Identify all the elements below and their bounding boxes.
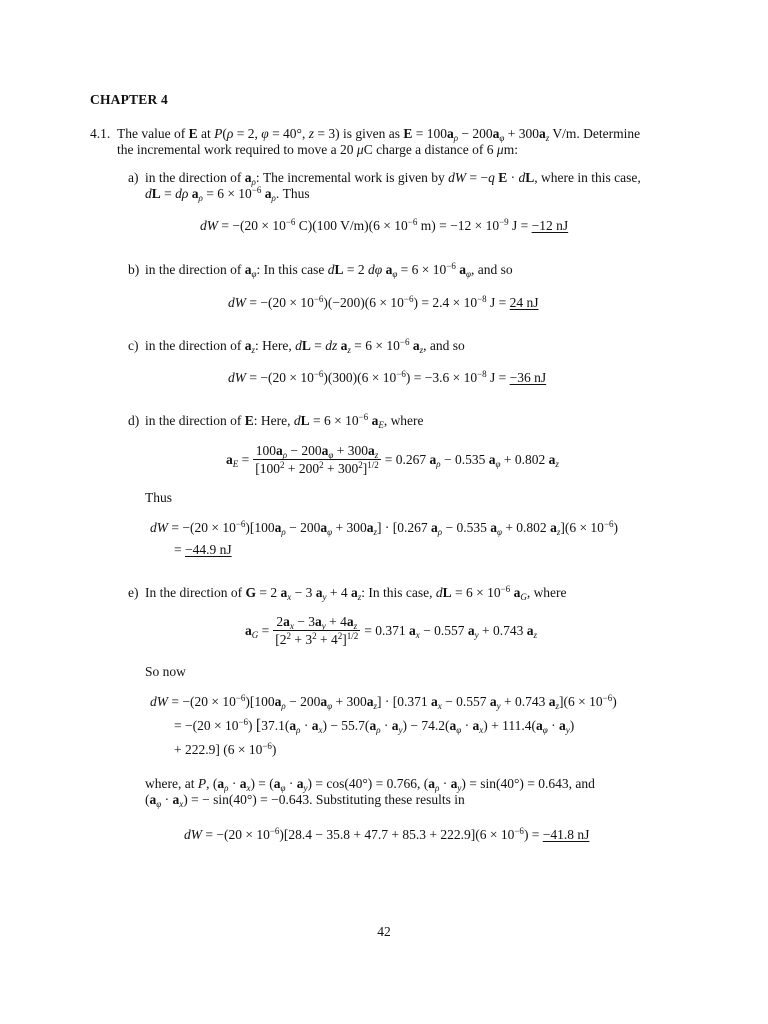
part-e-substitution-text xyxy=(145,776,677,808)
part-e-so-now: So now xyxy=(145,664,186,679)
part-e-final-equation: dW = $-(20 \times 10^{-6})[28.4 - 35.8 + 47.7 + 85.3 + 222.9](6 \times 10^{-6}) = -41.8$ nJ xyxy=(184,826,590,842)
part-a-label: a) xyxy=(128,170,139,185)
part-e-label: e) xyxy=(128,585,139,600)
part-e-where-line-1: where, at P, $(a_\rho \cdot a_x) = (a_\varphi \cdot a_y) = \cos(40^\circ) = 0.766$, $(a_\rho \cdot a_y) = \sin(40^\circ) = 0.643$, and xyxy=(145,776,595,793)
part-d-fraction-rhs: = 0.267 $a_\rho - 0.535$ $a_\varphi + 0.802$ $a_z$ xyxy=(384,451,559,469)
part-b-answer: 24 nJ xyxy=(509,295,539,310)
part-e-line-1: In the direction of G = 2 $a_x - 3$ $a_y + 4$ $a_z$: In this case, dL = $6 \times 10^{-6}$ $a_G$, where xyxy=(145,584,567,602)
problem-statement xyxy=(90,126,690,158)
part-d-thus: Thus xyxy=(145,490,172,505)
part-d-equals: = xyxy=(174,542,182,557)
part-e-where-line-2: $(a_\varphi \cdot a_x)$ = − sin(40°) = −0.643. Substituting these results in xyxy=(145,792,465,809)
part-a-line-2: dL = dρ $a_\rho = 6 \times 10^{-6}$ $a_\rho$. Thus xyxy=(145,185,310,203)
part-d-fraction-numerator: $100a_\rho - 200a_\varphi + 300a_z$ xyxy=(253,443,381,460)
part-a-answer: −12 nJ xyxy=(531,218,569,233)
part-e-work-equation-line-3: + 222.9] $(6 \times 10^{-6})$ xyxy=(174,741,277,757)
part-a-equation: dW = $-(20 \times 10^{-6}$ C)(100 $V/m)(6 \times 10^{-6}$ $m) = -12 \times 10^{-9}$ J = −12 nJ xyxy=(200,217,569,233)
part-e xyxy=(128,585,688,601)
part-c xyxy=(128,338,688,354)
chapter-heading: CHAPTER 4 xyxy=(90,92,168,107)
part-e-fraction-rhs: = 0.371 $a_x - 0.557$ $a_y + 0.743$ $a_z$ xyxy=(364,622,538,640)
part-a xyxy=(128,170,688,202)
part-e-fraction-denominator: $[2^2 + 3^2 + 4^2]^{1/2}$ xyxy=(275,631,359,647)
part-d-fraction xyxy=(253,443,381,476)
page-number: 42 xyxy=(377,924,391,939)
part-d-label: d) xyxy=(128,413,140,428)
part-e-fraction-numerator: $2a_x - 3a_y + 4a_z$ xyxy=(273,614,360,631)
part-e-work-equation-line-2: = $-(20 \times 10^{-6})$ [$37.1(a_\rho \cdot a_x) - 55.7(a_\rho \cdot a_y) - 74.2(a_\varphi \cdot a_x) + 111.4(a_\varphi \cdot a_y)$ xyxy=(174,717,575,735)
part-b-line-1: in the direction of $a_\varphi$: In this case dL = 2 dφ $a_\varphi = 6 \times 10^{-6}$ $a_\varphi$, and so xyxy=(145,261,513,279)
part-e-work-equation-line-1: dW = $-(20 \times 10^{-6})[100a_\rho - 200a_\varphi + 300a_z] \cdot [0.371$ $a_x - 0.557$ $a_y + 0.743$ $a_z](6 \times 10^{-6})$ xyxy=(150,693,617,711)
part-b-equation: dW = $-(20 \times 10^{-6})(-200)(6 \times 10^{-6}) = 2.4 \times 10^{-8}$ J = 24 nJ xyxy=(228,294,539,310)
part-e-answer: −41.8 nJ xyxy=(542,827,590,842)
part-c-equation: dW = $-(20 \times 10^{-6})(300)(6 \times 10^{-6}) = -3.6 \times 10^{-8}$ J = −36 nJ xyxy=(228,369,547,385)
part-d-unit-vector-equation: $a_E$ = $\frac{100a_\rho - 200a_\varphi + 300a_z}{[100^2 + 200^2 + 300^2]^{1/2}}$ = 0.267 $a_\rho - 0.535$ $a_\varphi + 0.802$ $a_z$ xyxy=(226,443,559,476)
part-d xyxy=(128,413,688,429)
problem-number: 4.1. xyxy=(90,126,111,141)
part-b-label: b) xyxy=(128,262,140,277)
part-c-label: c) xyxy=(128,338,139,353)
part-a-line-1: in the direction of $a_\rho$: The incremental work is given by dW = −q E · dL, where in this case, xyxy=(145,170,641,187)
part-d-work-equation-line-1: dW = $-(20 \times 10^{-6})[100a_\rho - 200a_\varphi + 300a_z] \cdot [0.267$ $a_\rho - 0.535$ $a_\varphi + 0.802$ $a_z](6 \times 10^{-6})$ xyxy=(150,519,619,537)
part-d-fraction-denominator: $[100^2 + 200^2 + 300^2]^{1/2}$ xyxy=(255,460,379,476)
part-c-line-1: in the direction of $a_z$: Here, dL = dz $a_z = 6 \times 10^{-6}$ $a_z$, and so xyxy=(145,337,465,355)
problem-line-1: The value of E at P(ρ = 2, φ = 40°, z = 3) is given as $E = 100a_\rho - 200a_\varphi + 300a_z$ V/m. Determine xyxy=(117,126,641,143)
part-e-unit-vector-equation: $a_G$ = $\frac{2a_x - 3a_y + 4a_z}{[2^2 + 3^2 + 4^2]^{1/2}}$ = 0.371 $a_x - 0.557$ $a_y + 0.743$ $a_z$ xyxy=(245,614,538,647)
part-d-answer: −44.9 nJ xyxy=(185,542,232,557)
part-e-fraction xyxy=(273,614,360,647)
part-d-line-1: in the direction of E: Here, dL = $6 \times 10^{-6}$ $a_E$, where xyxy=(145,412,424,430)
problem-line-2: the incremental work required to move a 20 μC charge a distance of 6 μm: xyxy=(117,142,518,157)
part-d-work-equation-line-2 xyxy=(174,542,232,558)
part-b xyxy=(128,262,688,278)
part-c-answer: −36 nJ xyxy=(509,370,547,385)
